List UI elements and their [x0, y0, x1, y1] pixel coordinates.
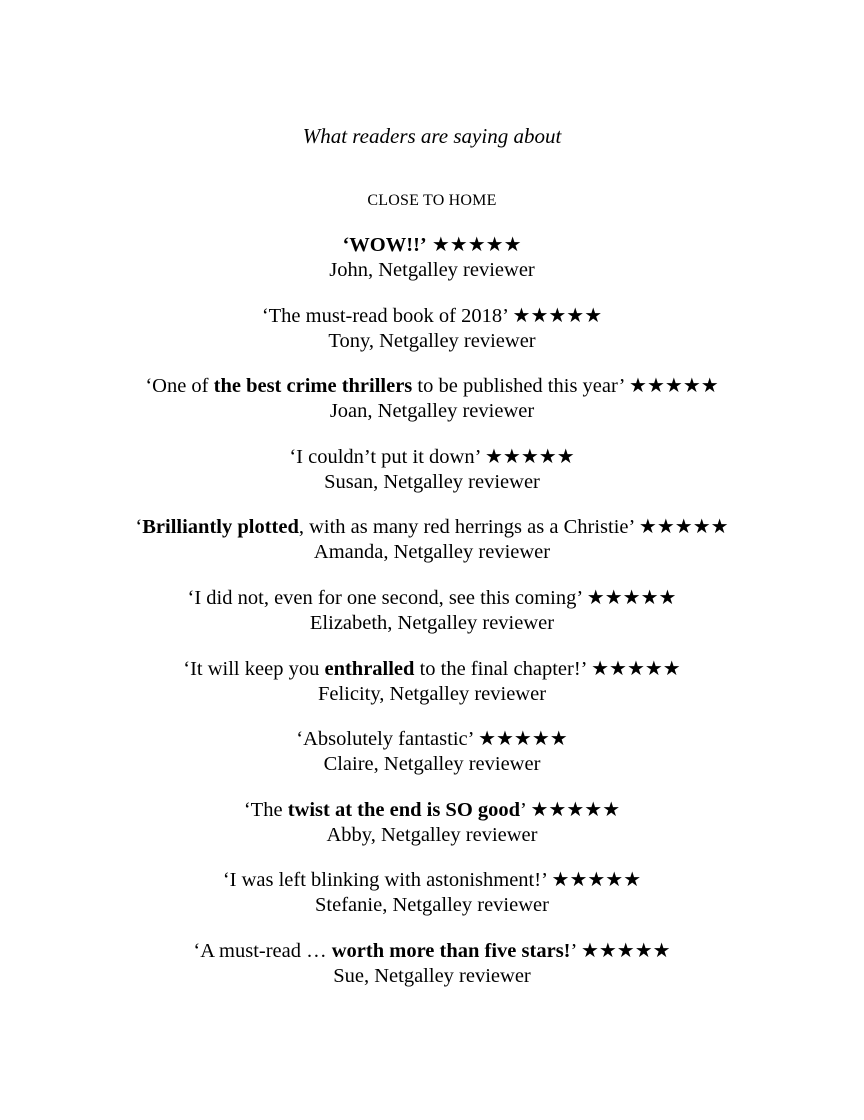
quote-emphasis: the best crime thrillers [213, 375, 413, 398]
reviewer-name: Abby, Netgalley reviewer [326, 823, 538, 846]
star-rating-icon: ★★★★★ [478, 726, 568, 751]
review-item [0, 514, 864, 585]
quote-emphasis: enthralled [324, 657, 415, 680]
star-rating-icon: ★★★★★ [512, 302, 603, 327]
quote-text: ‘One of [145, 375, 214, 398]
star-rating-icon: ★★★★★ [530, 796, 621, 821]
star-rating-icon: ★★★★★ [591, 655, 681, 680]
reviewer-name: Felicity, Netgalley reviewer [317, 682, 547, 705]
quote-emphasis: ‘WOW!!’ [342, 234, 427, 256]
star-rating-icon: ★★★★★ [485, 443, 575, 468]
review-quote [0, 514, 864, 540]
reviews-list [0, 232, 864, 1009]
reviewer-name: Joan, Netgalley reviewer [329, 400, 535, 423]
quote-text: ‘It will keep you [183, 657, 325, 680]
review-item [0, 232, 864, 303]
review-item [0, 585, 864, 656]
quote-text: , with as many red herrings as a Christie’ [298, 516, 634, 539]
star-rating-icon: ★★★★★ [551, 867, 642, 892]
review-quote [0, 867, 864, 893]
review-item [0, 797, 864, 868]
reviewer-name: Tony, Netgalley reviewer [328, 329, 536, 352]
quote-emphasis: worth more than five stars! [331, 939, 571, 962]
review-quote [0, 938, 864, 964]
quote-text: ‘I did not, even for one second, see this coming’ [187, 586, 582, 609]
review-quote [0, 303, 864, 329]
star-rating-icon: ★★★★★ [629, 373, 719, 398]
quote-text: ‘A must-read … [193, 939, 332, 962]
review-item [0, 444, 864, 515]
review-item [0, 867, 864, 938]
review-item [0, 726, 864, 797]
book-title: CLOSE TO HOME [367, 192, 497, 209]
review-item [0, 373, 864, 444]
quote-text: ’ [570, 939, 576, 962]
reviewer-name: Amanda, Netgalley reviewer [313, 541, 551, 564]
reviewer-name: Claire, Netgalley reviewer [323, 753, 541, 776]
reviewer-name: Elizabeth, Netgalley reviewer [309, 611, 555, 634]
quote-emphasis: twist at the end is SO good [287, 798, 521, 821]
reviewer-name: Stefanie, Netgalley reviewer [315, 894, 549, 917]
star-rating-icon: ★★★★★ [580, 937, 671, 962]
page-heading: What readers are saying about [302, 124, 562, 148]
review-quote [0, 444, 864, 470]
quote-text: ‘ [135, 516, 143, 539]
review-quote [0, 232, 864, 258]
review-quote [0, 656, 864, 682]
quote-text: to be published this year’ [412, 375, 624, 398]
review-item [0, 938, 864, 1009]
star-rating-icon: ★★★★★ [638, 514, 729, 539]
review-quote [0, 797, 864, 823]
review-quote [0, 726, 864, 752]
star-rating-icon: ★★★★★ [586, 584, 677, 609]
quote-text: to the final chapter!’ [414, 657, 586, 680]
quote-text: ‘I couldn’t put it down’ [289, 445, 480, 468]
quote-text: ‘I was left blinking with astonishment!’ [222, 869, 547, 892]
reviewer-name: John, Netgalley reviewer [329, 259, 535, 281]
reviewer-name: Susan, Netgalley reviewer [324, 470, 540, 493]
reviewer-name: Sue, Netgalley reviewer [333, 964, 531, 987]
review-quote [0, 585, 864, 611]
quote-text: ‘Absolutely fantastic’ [296, 728, 473, 751]
review-quote [0, 373, 864, 399]
quote-emphasis: Brilliantly plotted [142, 516, 299, 539]
review-item [0, 303, 864, 374]
star-rating-icon: ★★★★★ [431, 232, 522, 256]
review-item [0, 656, 864, 727]
quote-text: ’ [520, 798, 526, 821]
quote-text: ‘The must-read book of 2018’ [261, 304, 508, 327]
quote-text: ‘The [243, 798, 288, 821]
